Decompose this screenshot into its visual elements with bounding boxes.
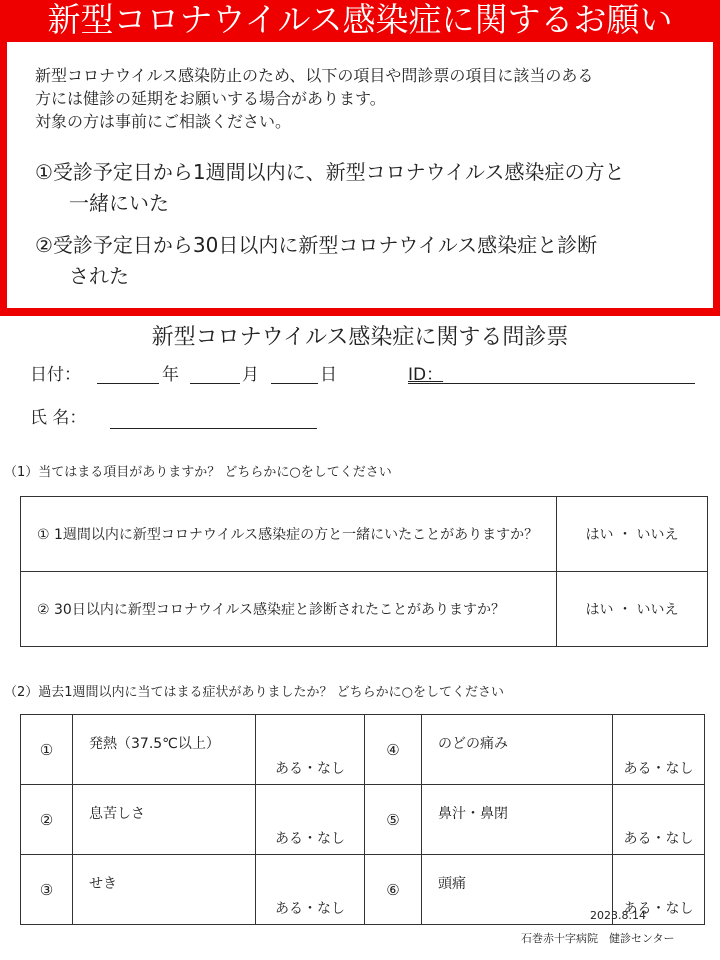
symptom-number: ④ (365, 715, 422, 785)
intro-line: 対象の方は事前にご相談ください。 (35, 112, 292, 131)
day-blank[interactable] (271, 383, 318, 384)
symptom-label: 発熱（37.5℃以上） (73, 715, 256, 785)
month-label: 月 (242, 365, 259, 385)
notice-intro (35, 64, 593, 133)
notice-panel (0, 0, 720, 316)
q1-table (20, 496, 708, 647)
q2-heading: （2）過去1週間以内に当てはまる症状がありましたか？ どちらかに○をしてください (4, 685, 505, 700)
date-label: 日付： (30, 365, 81, 385)
symptom-answer[interactable]: ある・なし (613, 785, 705, 855)
q1-question: ① 1週間以内に新型コロナウイルス感染症の方と一緒にいたことがありますか？ (21, 497, 557, 572)
notice-item-2 (35, 230, 597, 292)
notice-item-1 (35, 157, 624, 219)
notice-item-text: ②受診予定日から30日以内に新型コロナウイルス感染症と診断 (35, 233, 598, 257)
q1-heading: （1）当てはまる項目がありますか？ どちらかに○をしてください (4, 465, 392, 480)
table-row (21, 572, 708, 647)
symptom-label: 息苦しさ (73, 785, 256, 855)
day-label: 日 (320, 365, 337, 385)
symptom-number: ② (21, 785, 73, 855)
intro-line: 方には健診の延期をお願いする場合があります。 (35, 89, 386, 108)
footer-date: 2023.8.14 (590, 909, 646, 922)
id-blank[interactable] (408, 383, 695, 384)
year-blank[interactable] (97, 383, 159, 384)
symptom-number: ① (21, 715, 73, 785)
symptom-answer[interactable]: ある・なし (256, 715, 365, 785)
month-blank[interactable] (190, 383, 240, 384)
symptom-number: ⑥ (365, 855, 422, 925)
table-row (21, 497, 708, 572)
symptom-answer[interactable]: ある・なし (613, 715, 705, 785)
q2-table (20, 714, 705, 925)
notice-item-text: ①受診予定日から1週間以内に、新型コロナウイルス感染症の方と (35, 160, 625, 184)
intro-line: 新型コロナウイルス感染防止のため、以下の項目や問診票の項目に該当のある (35, 66, 594, 85)
notice-item-text: 一緒にいた (69, 191, 169, 215)
name-label: 氏 名： (30, 408, 87, 428)
symptom-answer[interactable]: ある・なし (613, 855, 705, 925)
symptom-label: 頭痛 (422, 855, 613, 925)
symptom-label: 鼻汁・鼻閉 (422, 785, 613, 855)
symptom-answer[interactable]: ある・なし (256, 855, 365, 925)
notice-item-text: された (69, 264, 129, 288)
notice-title: 新型コロナウイルス感染症に関するお願い (47, 0, 673, 39)
symptom-label: せき (73, 855, 256, 925)
id-label: ID： (408, 365, 444, 385)
notice-body (7, 42, 713, 308)
q1-answer[interactable]: はい ・ いいえ (557, 572, 708, 647)
q1-answer[interactable]: はい ・ いいえ (557, 497, 708, 572)
symptom-number: ③ (21, 855, 73, 925)
q1-question: ② 30日以内に新型コロナウイルス感染症と診断されたことがありますか？ (21, 572, 557, 647)
symptom-number: ⑤ (365, 785, 422, 855)
table-row (21, 715, 705, 785)
footer-org: 石巻赤十字病院 健診センター (521, 932, 675, 945)
name-blank[interactable] (110, 428, 317, 429)
symptom-answer[interactable]: ある・なし (256, 785, 365, 855)
symptom-label: のどの痛み (422, 715, 613, 785)
table-row (21, 785, 705, 855)
form-title: 新型コロナウイルス感染症に関する問診票 (151, 325, 569, 350)
year-label: 年 (162, 365, 179, 385)
